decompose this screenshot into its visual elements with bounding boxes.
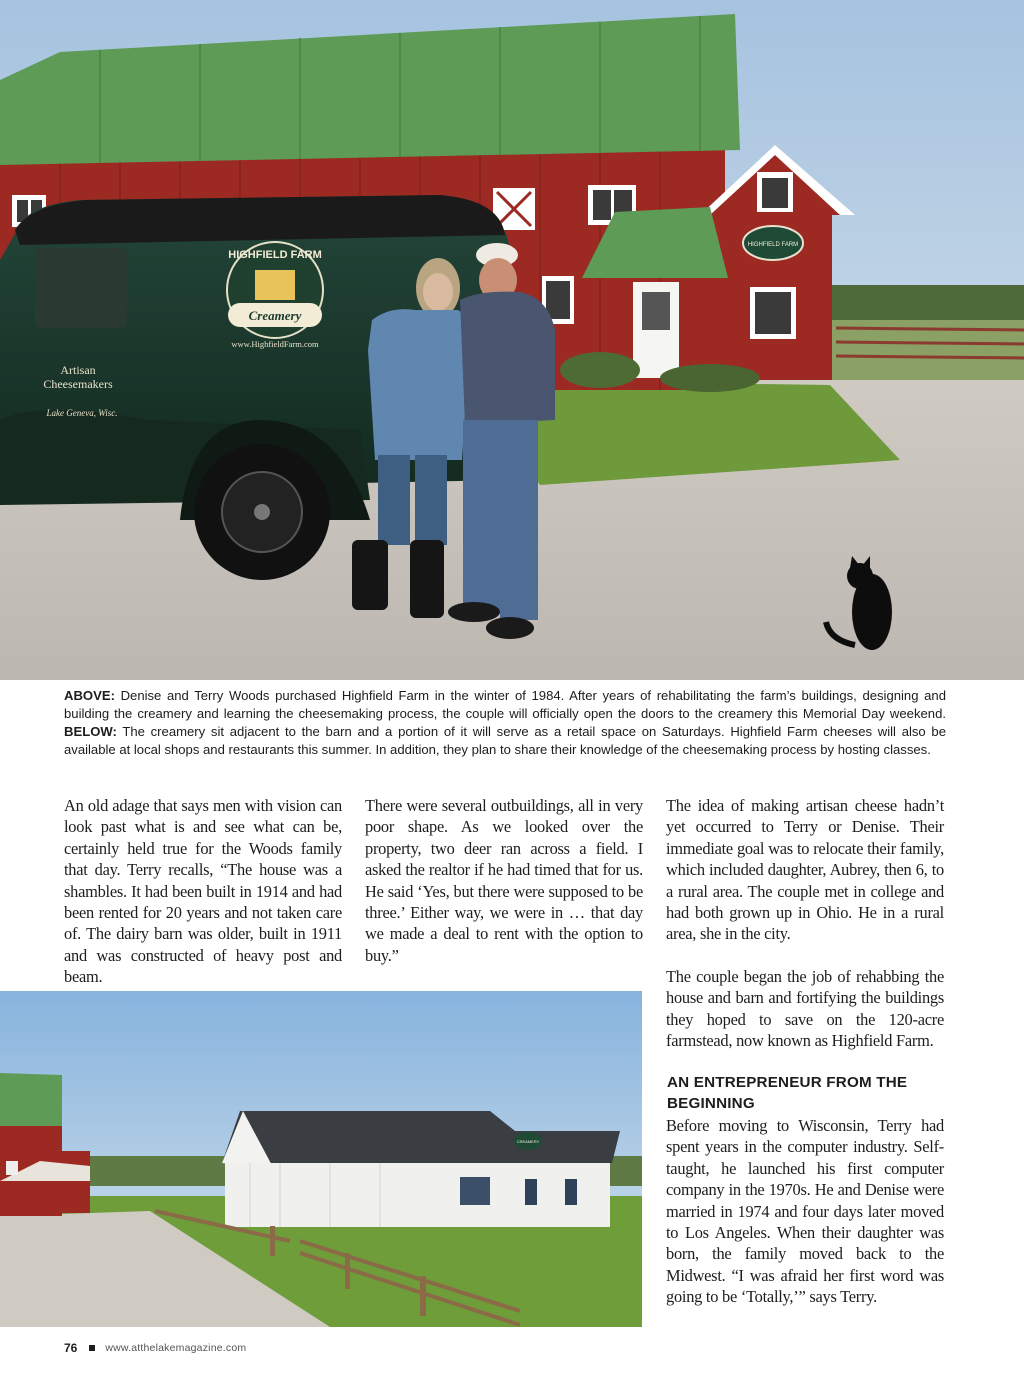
truck-line1: Artisan — [60, 363, 96, 377]
caption-below-text: The creamery sit adjacent to the barn and a portion of it will serve as a retail space on Saturdays. Highfield Farm cheeses will also be available at local shops and restaurants this summer. In addition, they plan to share their knowledge of the cheesemaking process by hosting classes. — [64, 724, 946, 757]
top-photo-farm-couple — [0, 0, 1024, 680]
truck-brand-bottom: Creamery — [248, 308, 302, 323]
page-number: 76 — [64, 1341, 78, 1355]
truck-line2: Cheesemakers — [43, 377, 113, 391]
footer-url: www.atthelakemagazine.com — [105, 1342, 247, 1354]
truck-window — [35, 248, 127, 328]
footer-bullet — [89, 1345, 95, 1351]
truck-website: www.HighfieldFarm.com — [231, 339, 319, 349]
creamery-sign-text: CREAMERY — [516, 1139, 540, 1144]
tree-line — [830, 285, 1024, 325]
body-column-3-paragraph-3: Before moving to Wisconsin, Terry had spent years in the computer industry. Self-taught, he launched his first computer company in the 1970s. He and Denise were married in 1974 and four days later moved to Los Angeles. When their daughter was born, the family moved back to the Midwest. “I was afraid her first word was going to be ‘Totally,’” says Terry. — [666, 1116, 944, 1307]
body-column-1: An old adage that says men with vision can look past what is and see what can be, certainly held true for the Woods family that day. Terry recalls, “The house was a shambles. It had been built in 1914 and had been rented for 20 years and not taken care of. The dairy barn was older, built in 1911 and was constructed of heavy post and beam. — [64, 796, 342, 987]
barn-sign-text: HIGHFIELD FARM — [747, 242, 799, 248]
truck-brand-top: HIGHFIELD FARM — [228, 249, 322, 261]
bottom-photo-creamery — [0, 991, 642, 1327]
body-column-2: There were several outbuildings, all in very poor shape. As we looked over the property, two deer ran across a field. I asked the realtor if he had timed that for us. He said ‘Yes, but there were supposed to be three.’ Either way, we were in … that day we made a deal to rent with the option to buy.” — [365, 796, 643, 965]
caption-below-label: BELOW: — [64, 724, 117, 739]
truck-line3: Lake Geneva, Wisc. — [46, 408, 118, 418]
body-column-3-paragraph-1: The idea of making artisan cheese hadn’t yet occurred to Terry or Denise. Their immediate goal was to relocate their family, which included daughter, Aubrey, then 6, to a rural area. The couple met in college and had both grown up in Ohio. He in a rural area, she in the city. — [666, 796, 944, 944]
page-footer — [64, 1341, 246, 1355]
caption-above-text: Denise and Terry Woods purchased Highfield Farm in the winter of 1984. After years of rehabilitating the farm’s buildings, designing and building the creamery and learning the cheesemaking process, the couple will officially open the doors to the creamery this Memorial Day weekend. — [64, 688, 946, 721]
caption-above-label: ABOVE: — [64, 688, 115, 703]
body-column-3-paragraph-2: The couple began the job of rehabbing the house and barn and fortifying the buildings they hoped to save on the 120-acre farmstead, now known as Highfield Farm. — [666, 967, 944, 1051]
section-subheading: AN ENTREPRENEUR FROM THE BEGINNING — [667, 1074, 908, 1112]
photo-caption — [64, 687, 946, 759]
creamery-wall — [225, 1163, 610, 1227]
barn-roof — [0, 1073, 62, 1126]
